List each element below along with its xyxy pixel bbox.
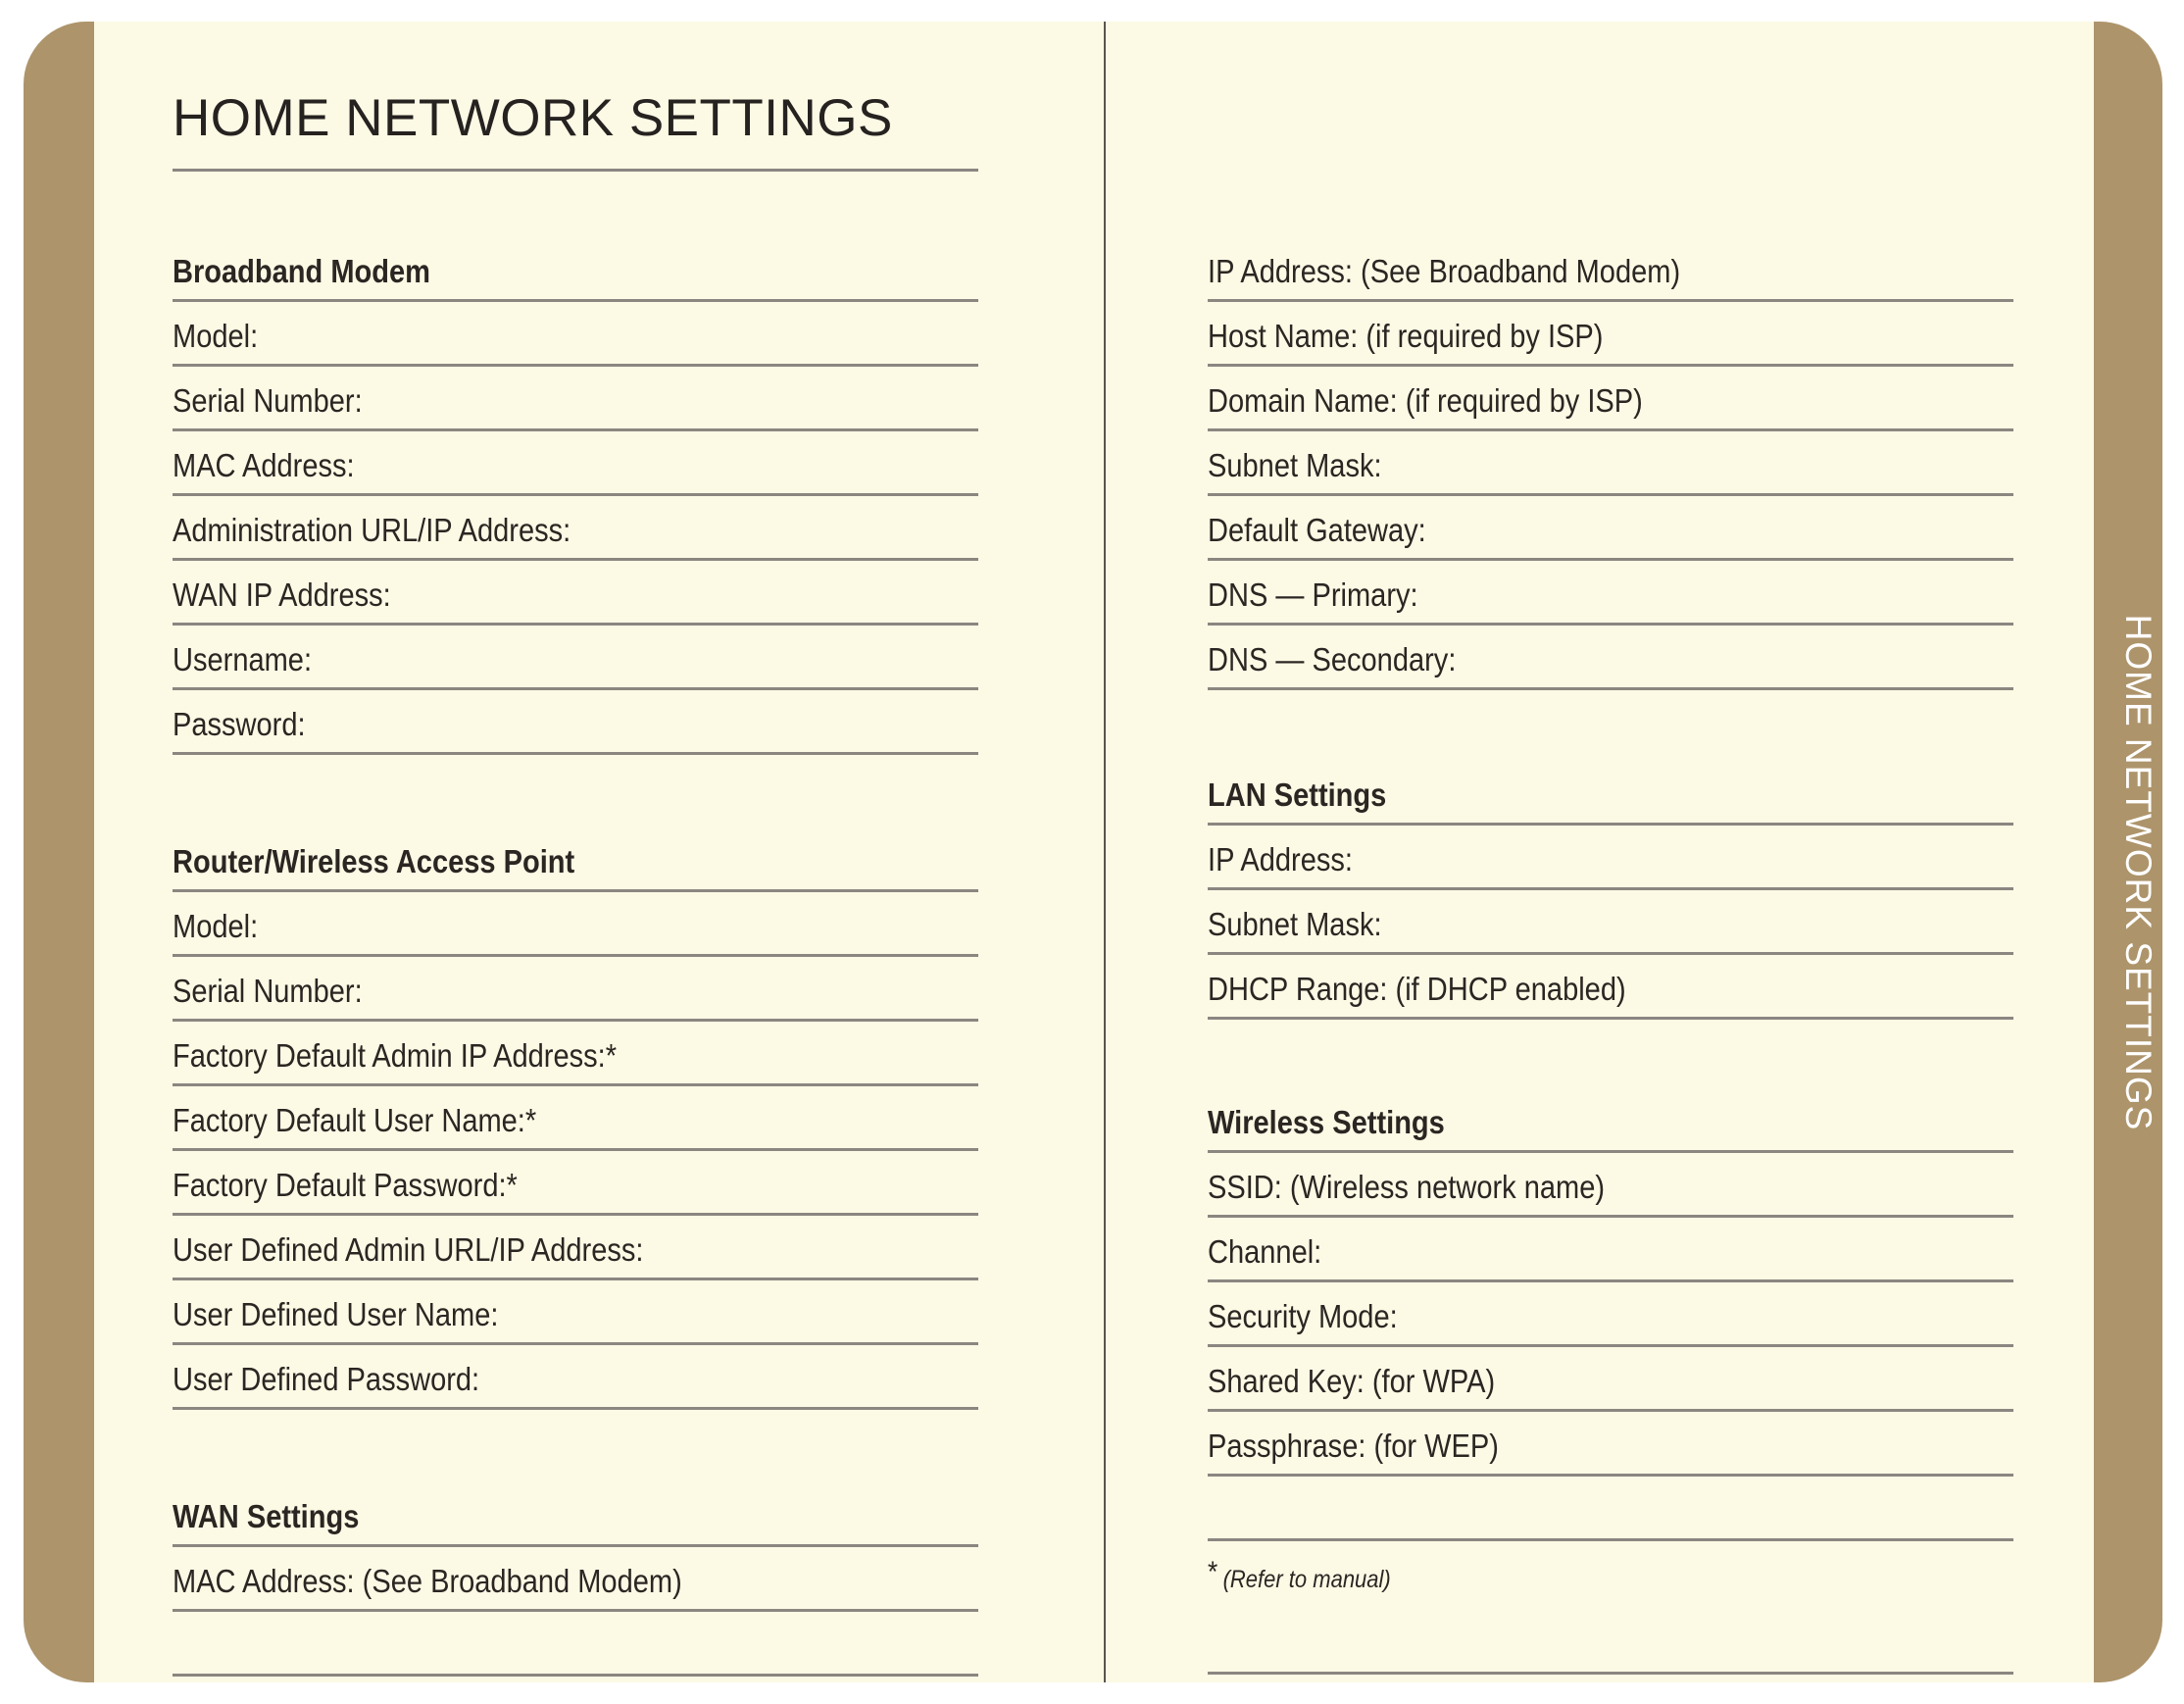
form-line-user-password[interactable] xyxy=(173,1345,978,1410)
section-heading-label: Broadband Modem xyxy=(173,253,430,289)
form-line-wan-ip[interactable] xyxy=(173,561,978,626)
form-line-dns-secondary[interactable] xyxy=(1208,626,2013,690)
form-line-ssid[interactable] xyxy=(1208,1153,2013,1218)
field-label: Password: xyxy=(173,706,306,742)
form-line-wan-ip-address[interactable] xyxy=(1208,237,2013,302)
form-line-admin-url[interactable] xyxy=(173,496,978,561)
field-label: Factory Default User Name:* xyxy=(173,1102,537,1138)
notebook-cover xyxy=(24,22,2162,1682)
section-heading-lan xyxy=(1208,761,2013,826)
field-label: Subnet Mask: xyxy=(1208,906,1382,942)
field-label: Serial Number: xyxy=(173,382,363,419)
form-line-dhcp-range[interactable] xyxy=(1208,955,2013,1020)
footnote-text: (Refer to manual) xyxy=(1222,1566,1391,1593)
footnote xyxy=(1208,1556,1391,1594)
field-label: Channel: xyxy=(1208,1233,1322,1270)
form-line-default-admin-ip[interactable] xyxy=(173,1022,978,1086)
field-label: SSID: (Wireless network name) xyxy=(1208,1169,1606,1205)
field-label: Subnet Mask: xyxy=(1208,447,1382,483)
field-label: Serial Number: xyxy=(173,973,363,1009)
form-line-password[interactable] xyxy=(173,690,978,755)
form-line-wan-mac[interactable] xyxy=(173,1547,978,1612)
form-line-passphrase[interactable] xyxy=(1208,1412,2013,1477)
field-label: Model: xyxy=(173,318,259,354)
form-line-mac-address[interactable] xyxy=(173,431,978,496)
form-line-lan-subnet[interactable] xyxy=(1208,890,2013,955)
form-line-default-password[interactable] xyxy=(173,1151,978,1216)
section-heading-wan xyxy=(173,1482,978,1547)
form-line-blank[interactable] xyxy=(1208,1477,2013,1541)
field-label: Domain Name: (if required by ISP) xyxy=(1208,382,1643,419)
section-heading-broadband-modem xyxy=(173,237,978,302)
field-label: DNS — Secondary: xyxy=(1208,641,1457,677)
field-label: WAN IP Address: xyxy=(173,576,391,613)
form-line-blank-bottom[interactable] xyxy=(1208,1610,2013,1675)
field-label: MAC Address: (See Broadband Modem) xyxy=(173,1563,682,1599)
field-label: Passphrase: (for WEP) xyxy=(1208,1428,1499,1464)
form-line-dns-primary[interactable] xyxy=(1208,561,2013,626)
section-heading-label: LAN Settings xyxy=(1208,777,1387,813)
form-line-security-mode[interactable] xyxy=(1208,1282,2013,1347)
form-line-lan-ip[interactable] xyxy=(1208,826,2013,890)
section-heading-label: Router/Wireless Access Point xyxy=(173,843,575,879)
section-heading-label: Wireless Settings xyxy=(1208,1104,1445,1140)
field-label: IP Address: xyxy=(1208,841,1353,877)
form-line-host-name[interactable] xyxy=(1208,302,2013,367)
field-label: Model: xyxy=(173,908,259,944)
field-label: Factory Default Password:* xyxy=(173,1167,518,1203)
field-label: Host Name: (if required by ISP) xyxy=(1208,318,1604,354)
field-label: Shared Key: (for WPA) xyxy=(1208,1363,1496,1399)
field-label: User Defined Password: xyxy=(173,1361,480,1397)
field-label: IP Address: (See Broadband Modem) xyxy=(1208,253,1681,289)
field-label: DNS — Primary: xyxy=(1208,576,1418,613)
field-label: Username: xyxy=(173,641,313,677)
field-label: User Defined User Name: xyxy=(173,1296,499,1332)
form-line-default-username[interactable] xyxy=(173,1086,978,1151)
page-title: HOME NETWORK SETTINGS xyxy=(173,84,978,172)
field-label: User Defined Admin URL/IP Address: xyxy=(173,1231,644,1268)
field-label: MAC Address: xyxy=(173,447,355,483)
page-divider xyxy=(1104,22,1106,1682)
form-line-domain-name[interactable] xyxy=(1208,367,2013,431)
field-label: Default Gateway: xyxy=(1208,512,1426,548)
form-line-channel[interactable] xyxy=(1208,1218,2013,1282)
field-label: Factory Default Admin IP Address:* xyxy=(173,1037,618,1074)
form-line-default-gateway[interactable] xyxy=(1208,496,2013,561)
field-label: Administration URL/IP Address: xyxy=(173,512,571,548)
form-line-model[interactable] xyxy=(173,302,978,367)
form-line-serial-number[interactable] xyxy=(173,367,978,431)
section-heading-router xyxy=(173,827,978,892)
form-line-wan-subnet[interactable] xyxy=(1208,431,2013,496)
form-line-user-username[interactable] xyxy=(173,1280,978,1345)
form-line-blank[interactable] xyxy=(173,1612,978,1677)
footnote-mark: * xyxy=(1208,1556,1218,1588)
field-label: Security Mode: xyxy=(1208,1298,1398,1334)
notebook-spread xyxy=(94,22,2094,1682)
form-line-router-model[interactable] xyxy=(173,892,978,957)
form-line-user-admin-url[interactable] xyxy=(173,1216,978,1280)
section-heading-label: WAN Settings xyxy=(173,1498,360,1534)
side-tab-label: HOME NETWORK SETTINGS xyxy=(2118,614,2159,1131)
field-label: DHCP Range: (if DHCP enabled) xyxy=(1208,971,1626,1007)
form-line-router-serial[interactable] xyxy=(173,957,978,1022)
form-line-username[interactable] xyxy=(173,626,978,690)
form-line-shared-key[interactable] xyxy=(1208,1347,2013,1412)
section-heading-wireless xyxy=(1208,1088,2013,1153)
